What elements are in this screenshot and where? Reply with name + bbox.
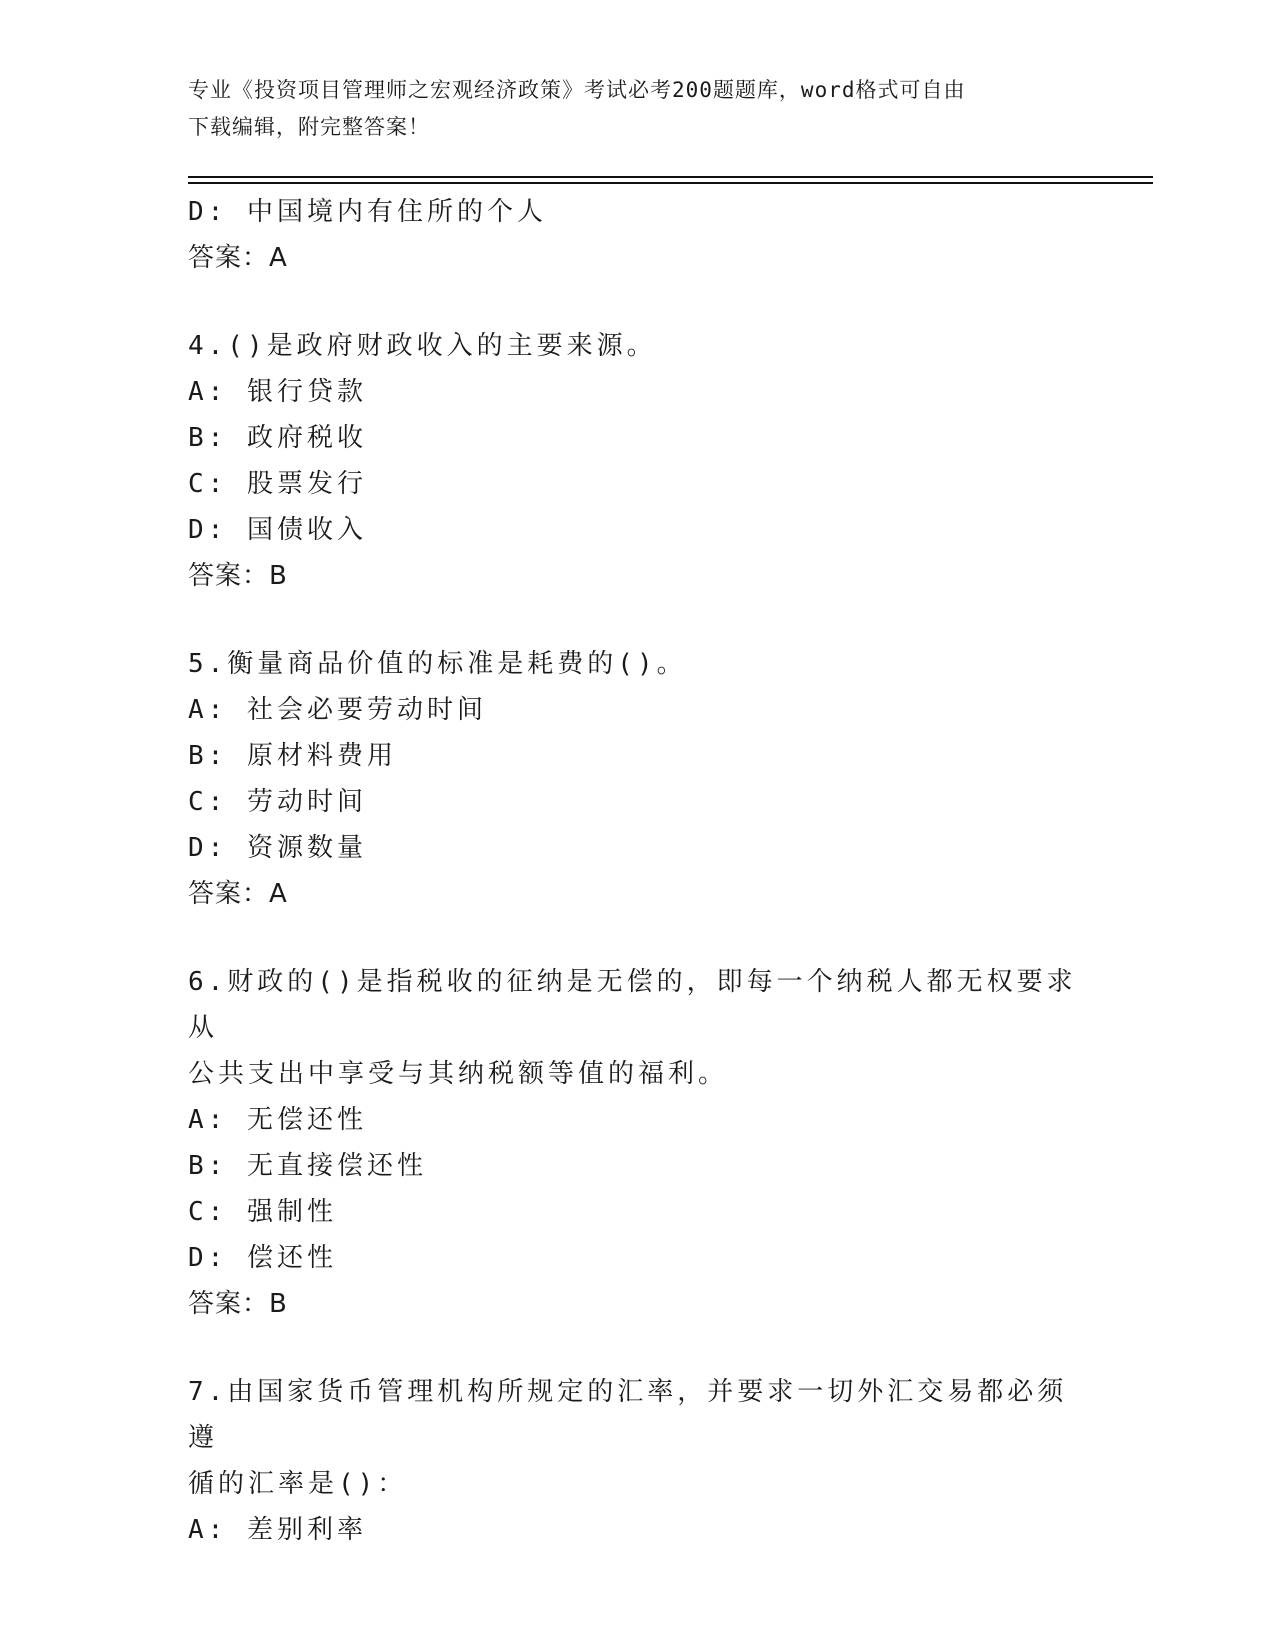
answer-label: 答案：: [188, 879, 270, 909]
document-body: [188, 189, 1088, 1553]
option-b: B: 无直接偿还性: [188, 1151, 427, 1181]
option-d: D: 国债收入: [188, 515, 367, 545]
option-d: D: 资源数量: [188, 833, 367, 863]
option-a: A: 银行贷款: [188, 377, 367, 407]
question-4: [188, 323, 1088, 599]
option-d: D: 偿还性: [188, 1243, 337, 1273]
option-c: C: 强制性: [188, 1197, 337, 1227]
header-divider-bottom: [188, 182, 1153, 184]
question-stem: 5.衡量商品价值的标准是耗费的()。: [188, 649, 687, 679]
option-b: B: 原材料费用: [188, 741, 397, 771]
answer-value: A: [269, 879, 289, 909]
option-c: C: 股票发行: [188, 469, 367, 499]
header-title-line-1: 专业《投资项目管理师之宏观经济政策》考试必考200题题库，word格式可自由: [188, 78, 966, 102]
option-b: B: 政府税收: [188, 423, 367, 453]
question-6: [188, 959, 1088, 1327]
answer-line: [188, 553, 1088, 599]
question-stem: 4.()是政府财政收入的主要来源。: [188, 331, 657, 361]
answer-value: B: [269, 1289, 289, 1319]
question-7: [188, 1369, 1088, 1553]
question-stem-line-2: 公共支出中享受与其纳税额等值的福利。: [188, 1059, 729, 1089]
option-a: A: 社会必要劳动时间: [188, 695, 487, 725]
answer-label: 答案：: [188, 561, 270, 591]
question-stem-line-1: 7.由国家货币管理机构所规定的汇率，并要求一切外汇交易都必须遵: [188, 1377, 1068, 1453]
answer-line: [188, 1281, 1088, 1327]
answer-value: A: [269, 243, 289, 273]
header-title-line-2: 下载编辑，附完整答案！: [188, 115, 430, 139]
option-c: C: 劳动时间: [188, 787, 367, 817]
answer-label: 答案：: [188, 243, 270, 273]
option-a: A: 无偿还性: [188, 1105, 367, 1135]
question-5: [188, 641, 1088, 917]
option-d: D: 中国境内有住所的个人: [188, 197, 547, 227]
answer-line: [188, 235, 1088, 281]
option-a: A: 差别利率: [188, 1515, 367, 1545]
answer-label: 答案：: [188, 1289, 270, 1319]
question-stem-line-2: 循的汇率是()：: [188, 1469, 408, 1499]
answer-value: B: [269, 561, 289, 591]
document-header: [188, 72, 1068, 146]
answer-line: [188, 871, 1088, 917]
question-stem-line-1: 6.财政的()是指税收的征纳是无偿的，即每一个纳税人都无权要求从: [188, 967, 1077, 1043]
header-divider-top: [188, 176, 1153, 178]
